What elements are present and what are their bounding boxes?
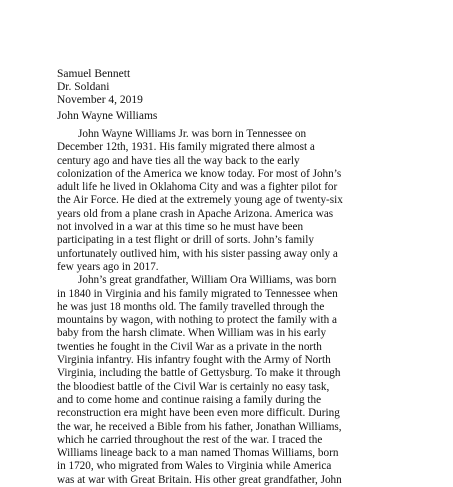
body-text-line: was at war with Great Britain. His other great grandfather, John <box>57 473 342 486</box>
body-text-line: Virginia, including the battle of Gettysburg. To make it through <box>57 367 341 380</box>
body-text-line: unfortunately outlived him, with his sister passing away only a <box>57 247 338 260</box>
body-text-line: John Wayne Williams Jr. was born in Tennessee on <box>78 128 307 140</box>
body-text-line: adult life he lived in Oklahoma City and was a fighter pilot for <box>57 181 338 194</box>
body-text-line: in 1840 in Virginia and his family migrated to Tennessee when <box>57 287 338 300</box>
document-date: November 4, 2019 <box>57 94 143 107</box>
body-text-line: baby from the harsh climate. When William was in his early <box>57 327 327 340</box>
body-text-line: mountains by wagon, with nothing to protect the family with a <box>57 314 337 327</box>
body-text-line: twenties he fought in the Civil War as a private in the north <box>57 340 322 353</box>
author-name: Samuel Bennett <box>57 68 131 80</box>
body-text-line: reconstruction era might have been even more difficult. During <box>57 407 340 420</box>
body-text-line: participating in a test flight or drill of sorts. John’s family <box>57 234 314 247</box>
body-text-line: and to come home and continue raising a family during the <box>57 393 322 406</box>
body-text-line: which he carried throughout the rest of the war. I traced the <box>57 433 323 446</box>
body-text-line: the war, he received a Bible from his father, Jonathan Williams, <box>57 420 342 433</box>
body-text-line: Williams lineage back to a man named Thomas Williams, born <box>57 447 339 460</box>
body-text-line: the Air Force. He died at the extremely young age of twenty-six <box>57 194 343 207</box>
document-header <box>57 68 143 108</box>
body-text-line: he was just 18 months old. The family travelled through the <box>57 300 325 313</box>
document-body <box>57 128 427 487</box>
instructor-name: Dr. Soldani <box>57 81 110 94</box>
body-text-line: not involved in a war at this time so he must have been <box>57 221 304 234</box>
body-text-line: the bloodiest battle of the Civil War is certainly no easy task, <box>57 380 330 393</box>
body-text-line: century ago and have ties all the way back to the early <box>57 154 300 167</box>
body-text-line: years old from a plane crash in Apache Arizona. America was <box>57 207 334 220</box>
body-text-line: John’s great grandfather, William Ora Williams, was born <box>78 274 337 287</box>
body-text-line: in 1720, who migrated from Wales to Virginia while America <box>57 460 332 473</box>
document-title: John Wayne Williams <box>57 110 158 122</box>
body-text-line: colonization of the America we know today. For most of John’s <box>57 167 342 180</box>
body-text-line: December 12th, 1931. His family migrated there almost a <box>57 141 315 154</box>
body-text-line: Virginia infantry. His infantry fought with the Army of North <box>57 354 331 367</box>
body-text-line: few years ago in 2017. <box>57 260 159 273</box>
